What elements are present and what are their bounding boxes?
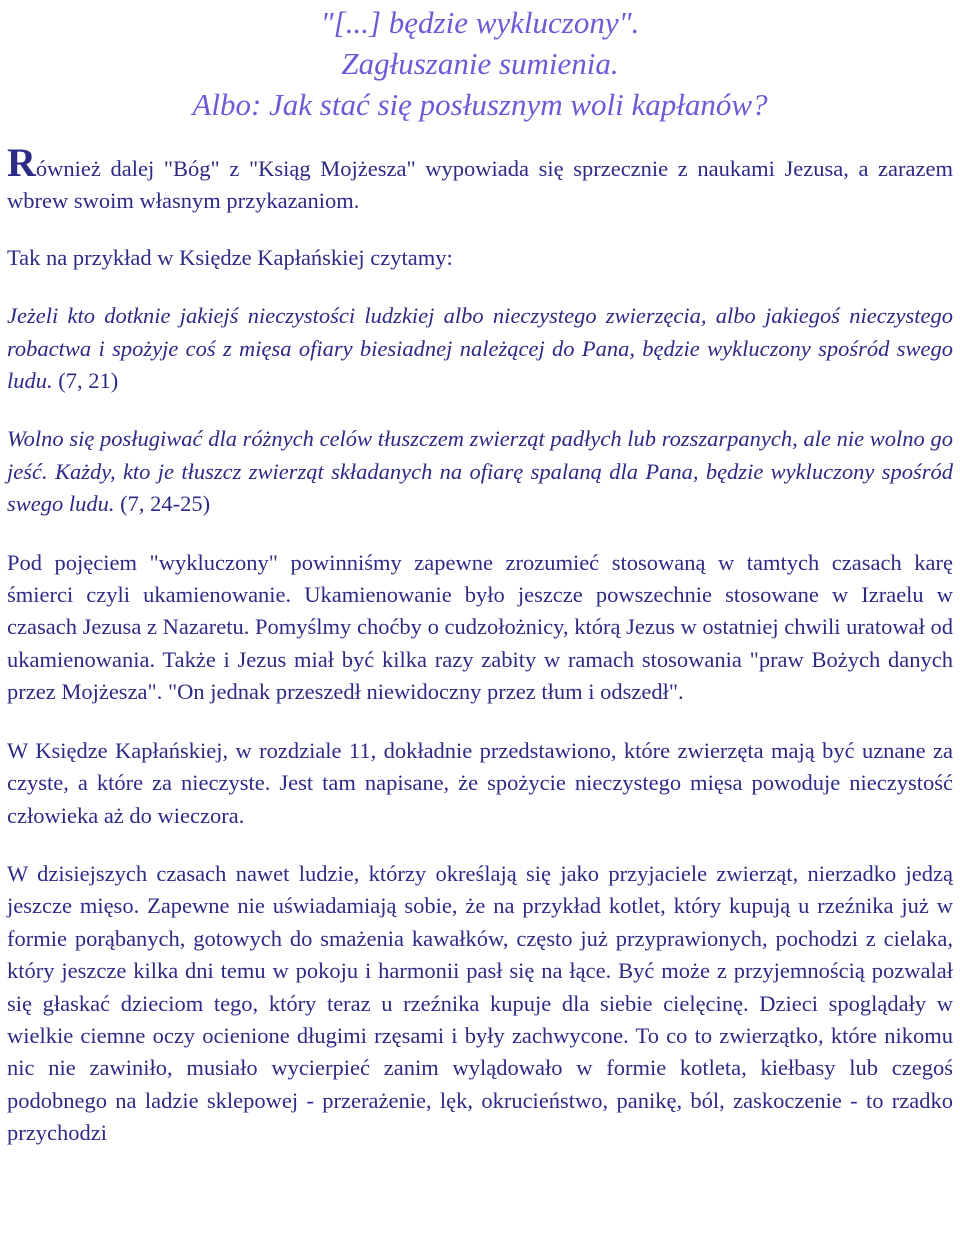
quote-1-reference: (7, 21) [52,368,119,394]
paragraph-2: Tak na przykład w Księdze Kapłańskiej czytamy: [7,244,453,270]
quote-1-text: Jeżeli kto dotknie jakiejś nieczystości ludzkiej albo nieczystego zwierzęcia, albo jakiegoś nieczystego robactwa i spożyje coś z mięsa ofiary biesiadnej należącej do Pana, będzie wykluczony spośród swego ludu. [7,303,953,394]
paragraph-5: Pod pojęciem "wykluczony" powinniśmy zapewne zrozumieć stosowaną w tamtych czasach karę śmierci czyli ukamienowanie. Ukamienowanie było jeszcze powszechnie stosowane w Izraelu w czasach Jezusa z Nazaretu. Pomyślmy choćby o cudzołożnicy, którą Jezus w ostatniej chwili uratował od ukamienowania. Także i Jezus miał być kilka razy zabity w ramach stosowania "praw Bożych danych przez Mojżesza". "On jednak przeszedł niewidoczny przez tłum i odszedł". [7,549,953,705]
quote-2-text: Wolno się posługiwać dla różnych celów tłuszczem zwierząt padłych lub rozszarpanych, ale nie wolno go jeść. Każdy, kto je tłuszcz zwierząt składanych na ofiarę spalaną dla Pana, będzie wykluczony spośród swego ludu. [7,426,953,517]
paragraph-6: W Księdze Kapłańskiej, w rozdziale 11, dokładnie przedstawiono, które zwierzęta mają być uznane za czyste, a które za nieczyste. Jest tam napisane, że spożycie nieczystego mięsa powoduje nieczystość człowieka aż do wieczora. [7,737,953,828]
quote-2-reference: (7, 24-25) [114,491,211,517]
paragraph-7: W dzisiejszych czasach nawet ludzie, którzy określają się jako przyjaciele zwierząt, nierzadko jedzą jeszcze mięso. Zapewne nie uświadamiają sobie, że na przykład kotlet, który kupują u rzeźnika już w formie porąbanych, gotowych do smażenia kawałków, często już przyprawionych, pochodzi z cielaka, który jeszcze kilka dni temu w pokoju i harmonii pasł się na łące. Być może z przyjemnością pozwalał się głaskać dzieciom tego, który teraz u rzeźnika kupuje dla siebie cielęcinę. Dzieci spoglądały w wielkie ciemne oczy ocienione długimi rzęsami i były zachwycone. To co to zwierzątko, które nikomu nic nie zawiniło, musiało wycierpieć zanim wylądowało w formie kotleta, kiełbasy lub czegoś podobnego na ladzie sklepowej - przerażenie, lęk, okrucieństwo, panikę, ból, zaskoczenie - to rzadko przychodzi [7,860,953,1146]
title-line-3: Albo: Jak stać się posłusznym woli kapłanów? [192,87,768,122]
quote-1 [7,300,953,397]
title-line-2: Zagłuszanie sumienia. [341,46,619,81]
drop-cap: R [7,140,36,185]
intro-paragraph [7,140,953,218]
document-title [7,2,953,125]
intro-text: ównież dalej "Bóg" z "Ksiąg Mojżesza" wypowiada się sprzecznie z naukami Jezusa, a zarazem wbrew swoim własnym przykazaniom. [7,156,953,214]
quote-2 [7,423,953,520]
title-line-1: "[...] będzie wykluczony". [320,5,640,40]
